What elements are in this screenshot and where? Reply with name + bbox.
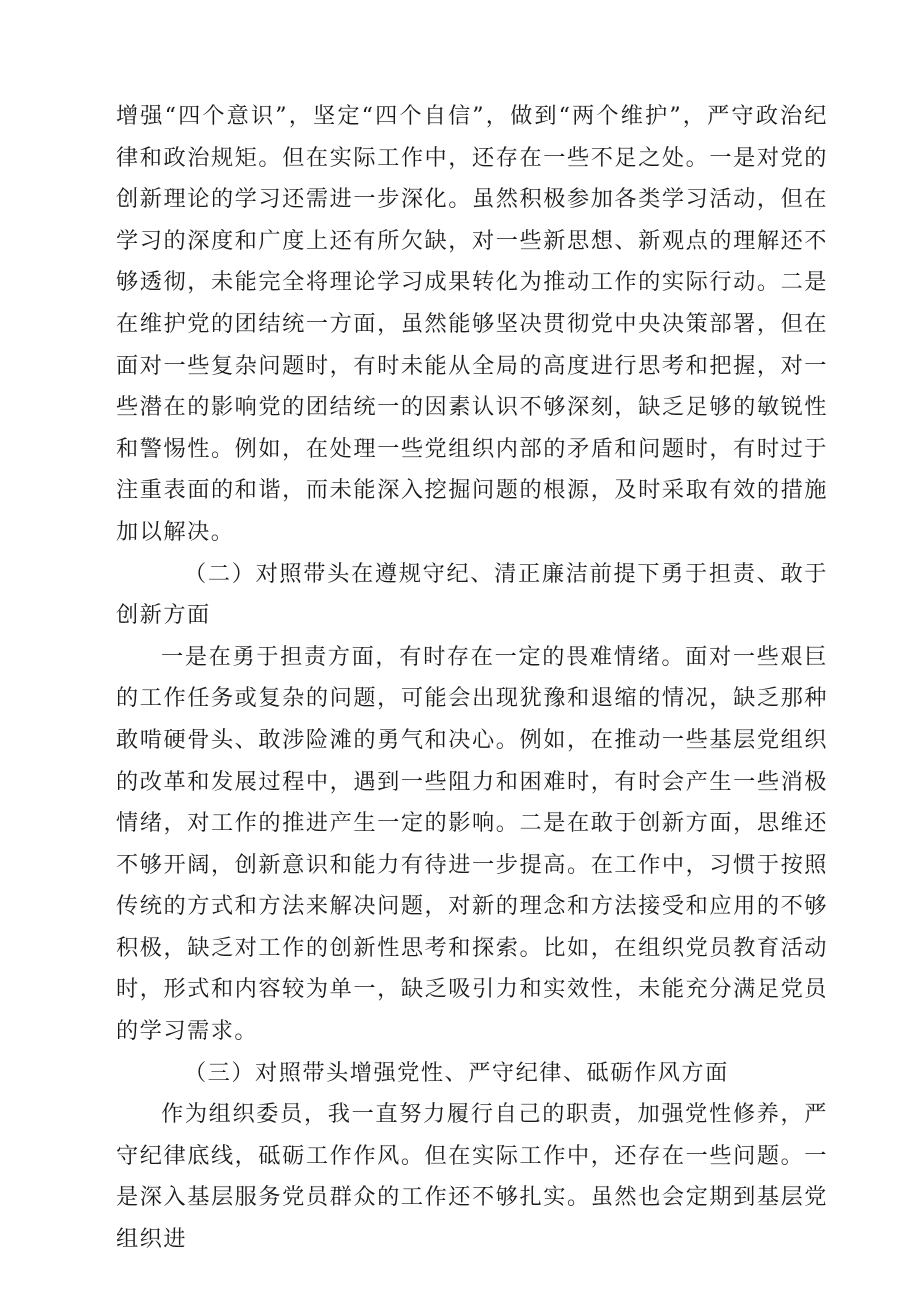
body-paragraph: 一是在勇于担责方面，有时存在一定的畏难情绪。面对一些艰巨的工作任务或复杂的问题，可能会出现犹豫和退缩的情况，缺乏那种敢啃硬骨头、敢涉险滩的勇气和决心。例如，在推动一些基层党组织的改革和发展过程中，遇到一些阻力和困难时，有时会产生一些消极情绪，对工作的推进产生一定的影响。二是在敢于创新方面，思维还不够开阔，创新意识和能力有待进一步提高。在工作中，习惯于按照传统的方式和方法来解决问题，对新的理念和方法接受和应用的不够积极，缺乏对工作的创新性思考和探索。比如，在组织党员教育活动时，形式和内容较为单一，缺乏吸引力和实效性，未能充分满足党员的学习需求。 <box>116 643 828 1045</box>
section-heading-2: （二）对照带头在遵规守纪、清正廉洁前提下勇于担责、敢于创新方面 <box>116 560 828 629</box>
body-paragraph: 作为组织委员，我一直努力履行自己的职责，加强党性修养，严守纪律底线，砥砺工作作风。但在实际工作中，还存在一些问题。一是深入基层服务党员群众的工作还不够扎实。虽然也会定期到基层党组织进 <box>116 1101 828 1253</box>
section-heading-3: （三）对照带头增强党性、严守纪律、砥砺作风方面 <box>184 1059 729 1086</box>
body-paragraph-continued: 增强“四个意识”，坚定“四个自信”，做到“两个维护”，严守政治纪律和政治规矩。但在实际工作中，还存在一些不足之处。一是对党的创新理论的学习还需进一步深化。虽然积极参加各类学习活动，但在学习的深度和广度上还有所欠缺，对一些新思想、新观点的理解还不够透彻，未能完全将理论学习成果转化为推动工作的实际行动。二是在维护党的团结统一方面，虽然能够坚决贯彻党中央决策部署，但在面对一些复杂问题时，有时未能从全局的高度进行思考和把握，对一些潜在的影响党的团结统一的因素认识不够深刻，缺乏足够的敏锐性和警惕性。例如，在处理一些党组织内部的矛盾和问题时，有时过于注重表面的和谐，而未能深入挖掘问题的根源，及时采取有效的措施加以解决。 <box>116 103 828 545</box>
